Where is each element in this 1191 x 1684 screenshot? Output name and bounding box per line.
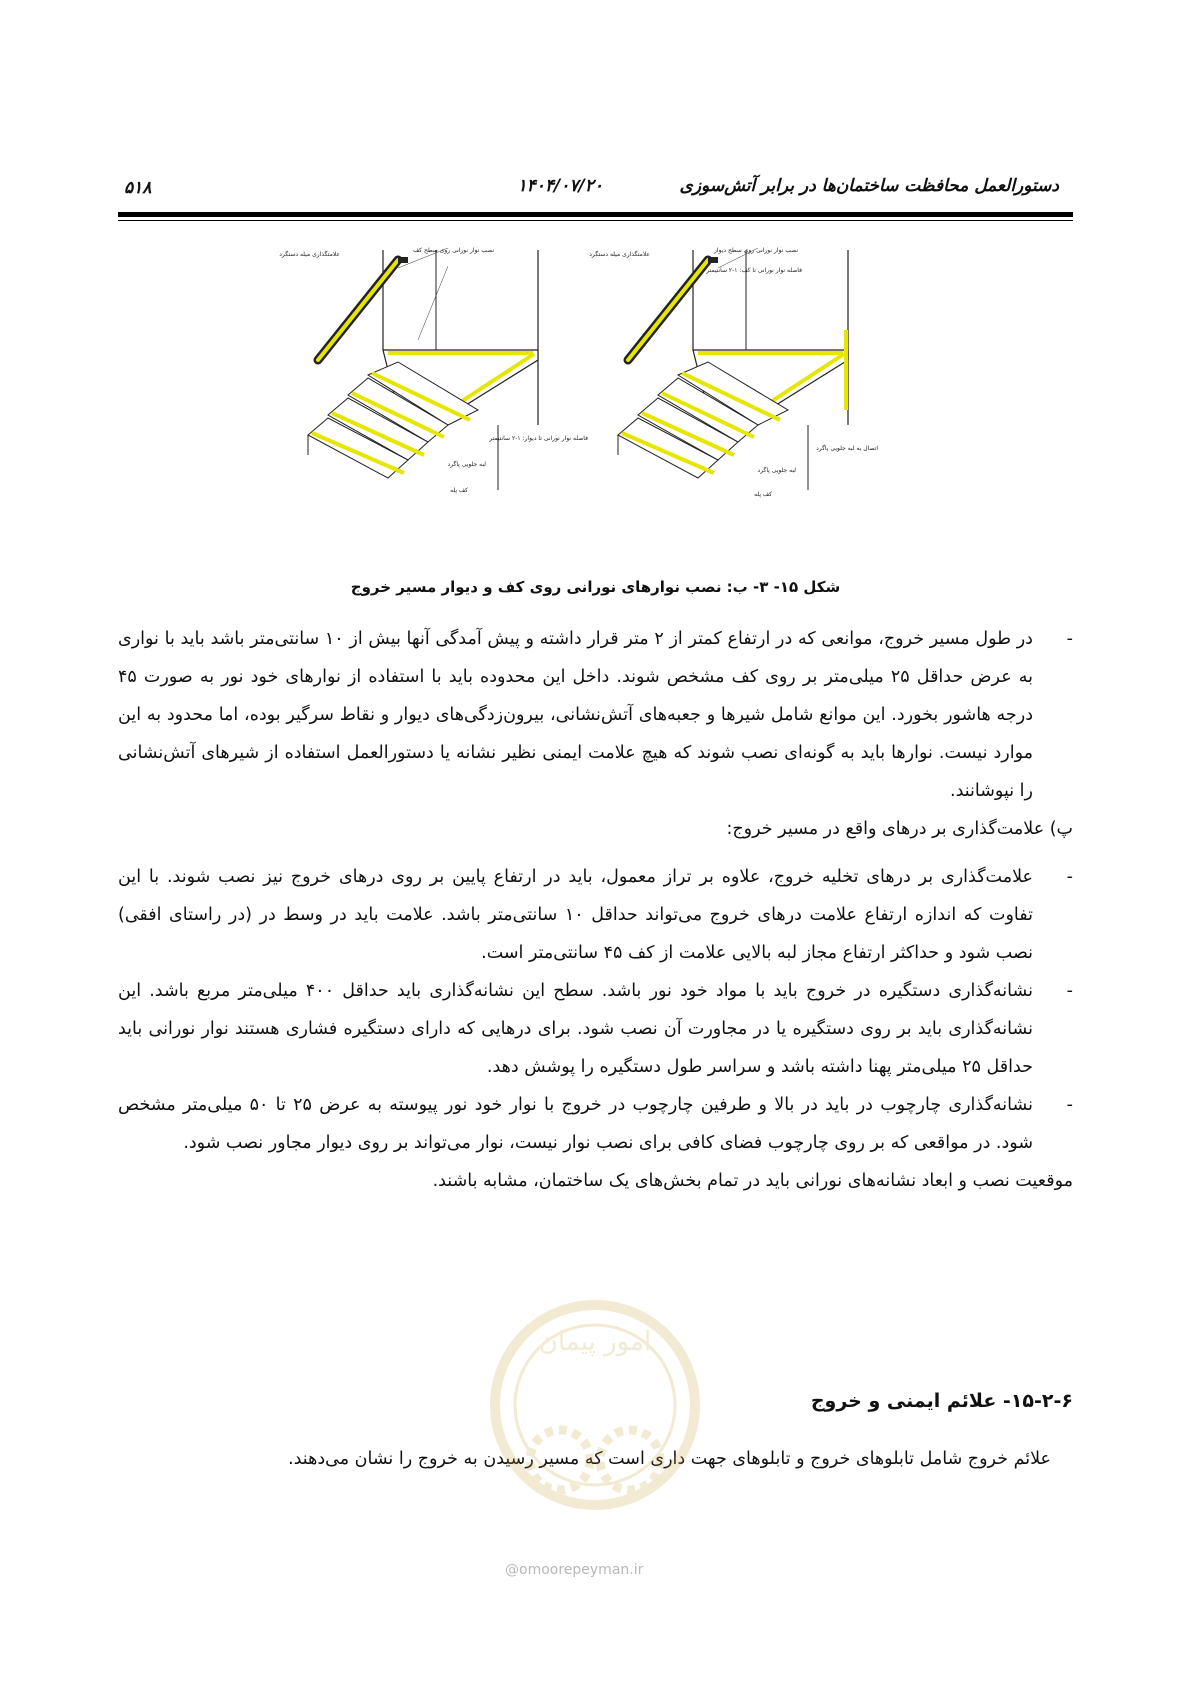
- right-label-handrail: علامتگذاری میله دستگرد: [589, 251, 650, 258]
- header-rule-thin: [118, 220, 1073, 221]
- section-heading: ۱۵-۲-۶- علائم ایمنی و خروج: [810, 1390, 1073, 1412]
- watermark-logo-text: امور پیمان: [538, 1327, 652, 1357]
- stair-figure: [279, 247, 918, 550]
- page-number: ۵۱۸: [124, 178, 152, 198]
- header-title: دستورالعمل محافظت ساختمان‌ها در برابر آتش‌سوزی: [679, 176, 1059, 196]
- watermark-text: @omoorepeyman.ir: [505, 1562, 644, 1578]
- closing-paragraph: موقعیت نصب و ابعاد نشانه‌های نورانی باید در تمام بخش‌های یک ساختمان، مشابه باشند.: [432, 1171, 1073, 1191]
- figure-caption: شکل ۱۵- ۳- ب: نصب نوارهای نورانی روی کف و دیوار مسیر خروج: [350, 578, 841, 596]
- left-label-nosing: لبه جلویی پاگرد: [447, 461, 486, 468]
- left-stair-drawing: [308, 248, 538, 490]
- bullet-exit-doors: - علامت‌گذاری بر درهای تخلیه خروج، علاوه بر تراز معمول، باید در ارتفاع پایین بر روی درهای خروج نیز نصب شوند. با این تفاوت که اندازه ارتفاع علامت درهای خروج می‌تواند حداقل ۱۰ سانتی‌متر باشد. علامت باید در وسط در (در راستای افقی) نصب شود و حداکثر ارتفاع مجاز لبه بالایی علامت از کف ۴۵ سانتی‌متر است.: [118, 858, 1073, 972]
- page-header: [118, 168, 1073, 208]
- right-label-tread: کف پله: [754, 491, 772, 498]
- section-p: پ) علامت‌گذاری بر درهای واقع در مسیر خروج:: [726, 819, 1073, 839]
- right-label-nosing: لبه جلویی پاگرد: [757, 467, 796, 474]
- left-label-tread: کف پله: [450, 487, 468, 494]
- bullet-door-handle: - نشانه‌گذاری دستگیره در خروج باید با مواد خود نور باشد. سطح این نشانه‌گذاری باید حداقل ۴۰۰ میلی‌متر مربع باشد. این نشانه‌گذاری باید بر روی دستگیره یا در مجاورت آن نصب شود. برای درهایی که دارای دستگیره فشاری هستند نوار نورانی باید حداقل ۲۵ میلی‌متر پهنا داشته باشد و سراسر طول دستگیره را پوشش دهد.: [118, 972, 1073, 1086]
- bullet-obstacles: - در طول مسیر خروج، موانعی که در ارتفاع کمتر از ۲ متر قرار داشته و پیش آمدگی آنها بیش از ۱۰ سانتی‌متر باشد باید با نواری به عرض حداقل ۲۵ میلی‌متر بر روی کف مشخص شوند. داخل این محدوده باید با استفاده از نوارهای خود نور به صورت ۴۵ درجه هاشور بخورد. این موانع شامل شیرها و جعبه‌های آتش‌نشانی، بیرون‌زدگی‌های دیوار و نقاط سرگیر بوده، اما محدود به این موارد نیست. نوارها باید به گونه‌ای نصب شوند که هیچ علامت ایمنی نظیر نشانه یا دستورالعمل استفاده از شیرهای آتش‌نشانی را نپوشانند.: [118, 620, 1073, 810]
- right-label-connection: اتصال به لبه جلویی پاگرد: [816, 445, 878, 452]
- right-stair-drawing: [618, 248, 848, 490]
- final-paragraph: علائم خروج شامل تابلوهای خروج و تابلوهای جهت داری است که مسیر رسیدن به خروج را نشان می‌دهند.: [288, 1449, 1051, 1469]
- left-label-distance: فاصله نوار نورانی تا دیوار: ۱-۲ سانتیمتر: [489, 435, 588, 442]
- right-label-distance: فاصله نوار نورانی تا کف: ۱-۲ سانتیمتر: [706, 267, 802, 274]
- header-date: ۱۴۰۴/۰۷/۲۰: [517, 176, 603, 196]
- body-section: [118, 620, 1073, 1200]
- left-label-handrail: علامتگذاری میله دستگرد: [279, 251, 340, 258]
- watermark-logo: [480, 1270, 710, 1540]
- bullet-door-frame: - نشانه‌گذاری چارچوب در باید در بالا و طرفین چارچوب در خروج با نوار خود نور پیوسته به عرض ۲۵ تا ۵۰ میلی‌متر مشخص شود. در مواقعی که بر روی چارچوب فضای کافی برای نصب نوار نیست، نوار می‌تواند بر روی دیوار مجاور نصب شود.: [118, 1086, 1073, 1162]
- header-rule-thick: [118, 212, 1073, 217]
- left-label-floor: نصب نوار نورانی روی سطح کف: [412, 247, 494, 254]
- right-label-wall: نصب نوار نورانی روی سطح دیوار: [714, 247, 798, 254]
